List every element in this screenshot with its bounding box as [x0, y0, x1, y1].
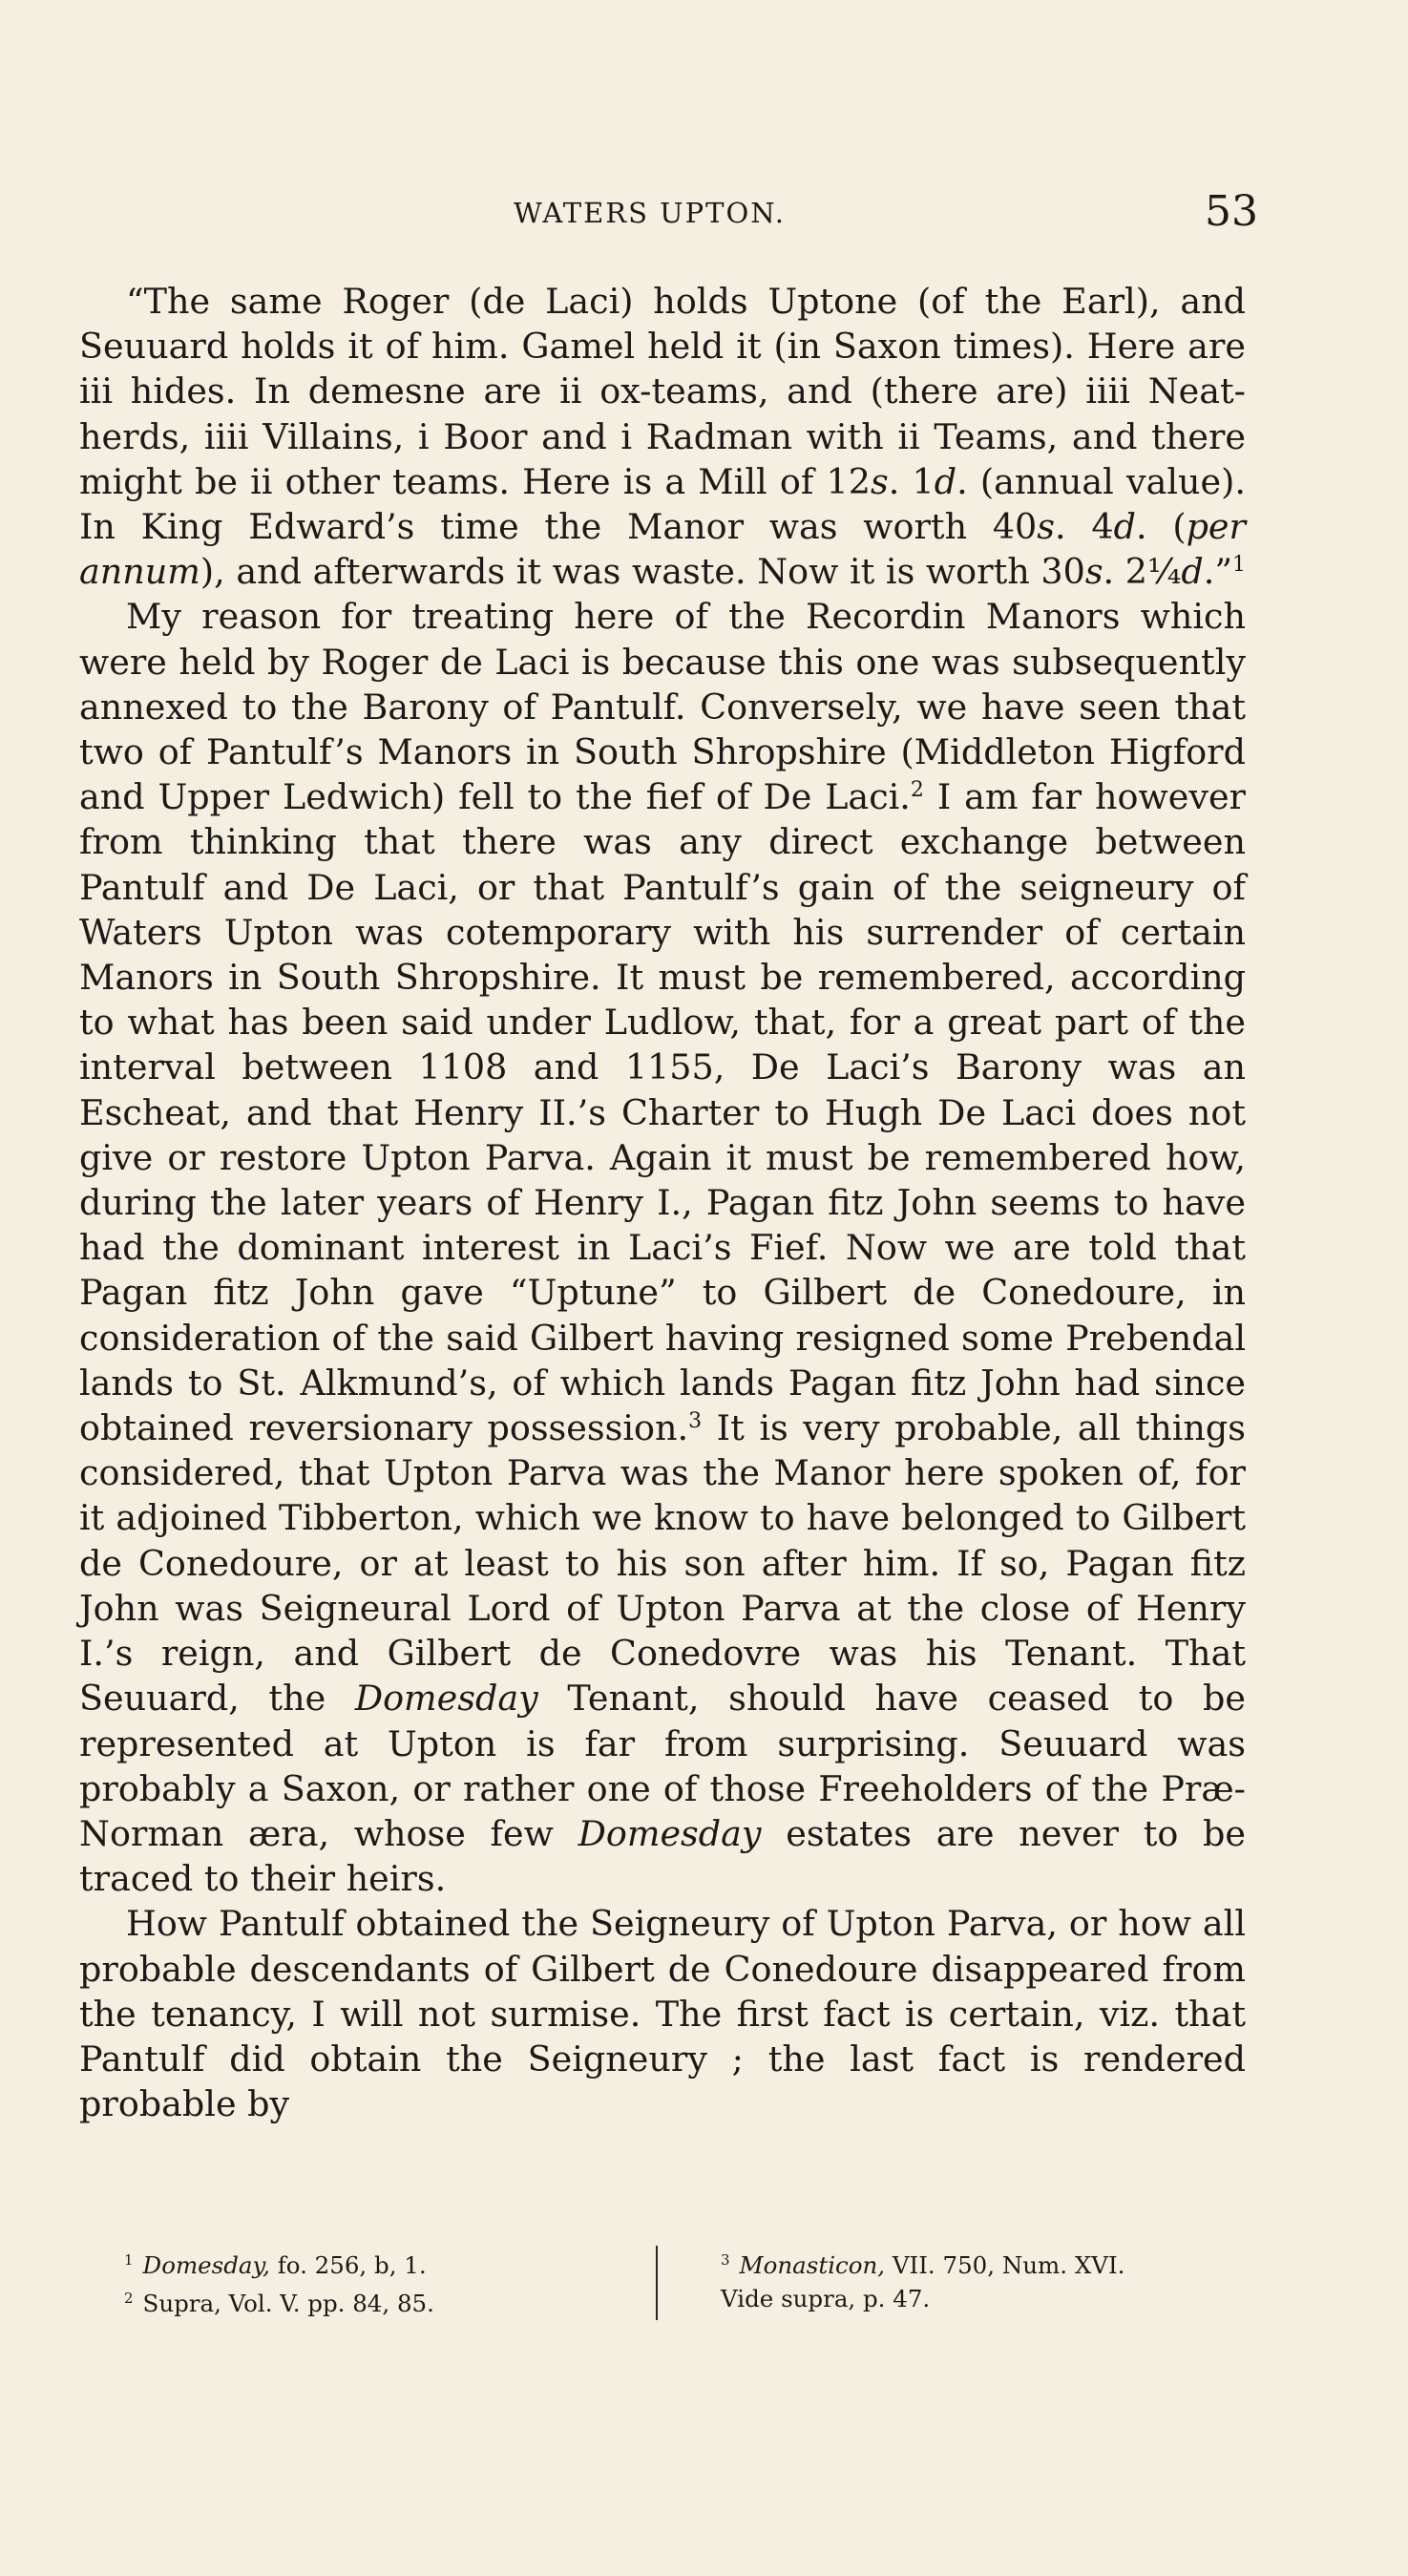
italic-text: Domesday — [578, 1812, 762, 1854]
footnote-reference: 1 — [1232, 553, 1246, 578]
text-run: . 1 — [888, 460, 935, 502]
text-run: Tenant, should have ceased to be represented at Upton is far from surprising. Seuuard was probably a Saxon, or rather one of those Freeholders of the Præ-Norman æra, whose few — [79, 1678, 1246, 1854]
text-run: I am far however from thinking that there was any direct exchange between Pantulf and De Laci, or that Pantulf’s gain of the seigneury of Waters Upton was cotemporary with his surrender of certain Manors in South Shropshire. It must be remembered, according to what has been said under Ludlow, that, for a great part of the interval between 1108 and 1155, De Laci’s Barony was an Escheat, and that Henry II.’s Charter to Hugh De Laci does not give or restore Upton Parva. Again it must be remembered how, during the later years of Henry I., Pagan fitz John seems to have had the dominant interest in Laci’s Fief. Now we are told that Pagan fitz John gave “Uptune” to Gilbert de Conedoure, in consideration of the said Gilbert having resigned some Prebendal lands to St. Alkmund’s, of which lands Pagan fitz John had since obtained reversionary possession. — [79, 776, 1246, 1449]
page-header — [0, 187, 1408, 244]
italic-text: d — [1113, 506, 1136, 548]
text-run: .” — [1203, 551, 1232, 593]
italic-text: per annum — [79, 506, 1246, 593]
running-title: WATERS UPTON. — [514, 197, 786, 229]
footnotes-left — [124, 2244, 659, 2320]
text-run: It is very probable, all things considered, that Upton Parva was the Manor here spoken of, for it adjoined Tibberton, which we know to have belonged to Gilbert de Conedoure, or at least to his son after him. If so, Pagan fitz John was Seigneural Lord of Upton Parva at the close of Henry I.’s reign, and Gilbert de Conedovre was his Tenant. That Seuuard, the — [79, 1407, 1246, 1720]
italic-text: s — [1037, 506, 1056, 548]
footnote-divider — [656, 2246, 658, 2320]
paragraph-roger-de-laci — [79, 594, 1246, 1901]
italic-text: d — [1181, 551, 1204, 593]
paragraph-domesday-translation — [79, 279, 1246, 594]
italic-text: Domesday — [354, 1678, 538, 1720]
footnotes-right — [721, 2244, 1255, 2315]
text-run: . ( — [1135, 506, 1187, 548]
footnote-2: $^2$ Supra, Vol. V. pp. 84, 85. — [124, 2290, 434, 2318]
text-run: How Pantulf obtained the Seigneury of Upton Parva, or how all probable descendants of Gilbert de Conedoure disappeared from the tenancy, I will not surmise. The first fact is certain, viz. that Pantulf did obtain the Seigneury ; the last fact is rendered probable by — [79, 1903, 1246, 2125]
text-run: “The same Roger (de Laci) holds Uptone (of the Earl), and Seuuard holds it of him. Gamel held it (in Saxon times). Here are iii hides. In demesne are ii ox-teams, and (there are) iiii Neat-herds, iiii Villains, i Boor and i Radman with ii Teams, and there might be ii other teams. Here is a Mill of 12 — [79, 281, 1246, 502]
text-run: . 4 — [1055, 506, 1114, 548]
italic-text: s — [870, 460, 889, 502]
footnote-3-continuation: Vide supra, p. 47. — [721, 2285, 931, 2313]
footnote-reference: 3 — [688, 1408, 703, 1433]
footnote-reference: 2 — [910, 778, 924, 803]
body-text — [79, 279, 1246, 2126]
footnote-3: $^3$ Monasticon, VII. 750, Num. XVI. — [721, 2251, 1125, 2280]
text-run: . 2¼ — [1103, 551, 1182, 593]
italic-text: d — [934, 460, 957, 502]
italic-text: s — [1084, 551, 1103, 593]
text-run: estates are never to be traced to their heirs. — [79, 1812, 1247, 1900]
page-number: 53 — [1205, 187, 1258, 236]
footnote-1: $^1$ Domesday, fo. 256, b, 1. — [124, 2251, 427, 2280]
text-run: . (annual value). In King Edward’s time the Manor was worth 40 — [79, 460, 1246, 548]
text-run: My reason for treating here of the Recordin Manors which were held by Roger de Laci is because this one was subsequently annexed to the Barony of Pantulf. Conversely, we have seen that two of Pantulf’s Manors in South Shropshire (Middleton Higford and Upper Ledwich) fell to the fief of De Laci. — [79, 596, 1246, 818]
paragraph-pantulf-seigneury — [79, 1901, 1246, 2126]
text-run: ), and afterwards it was waste. Now it is worth 30 — [200, 551, 1085, 593]
